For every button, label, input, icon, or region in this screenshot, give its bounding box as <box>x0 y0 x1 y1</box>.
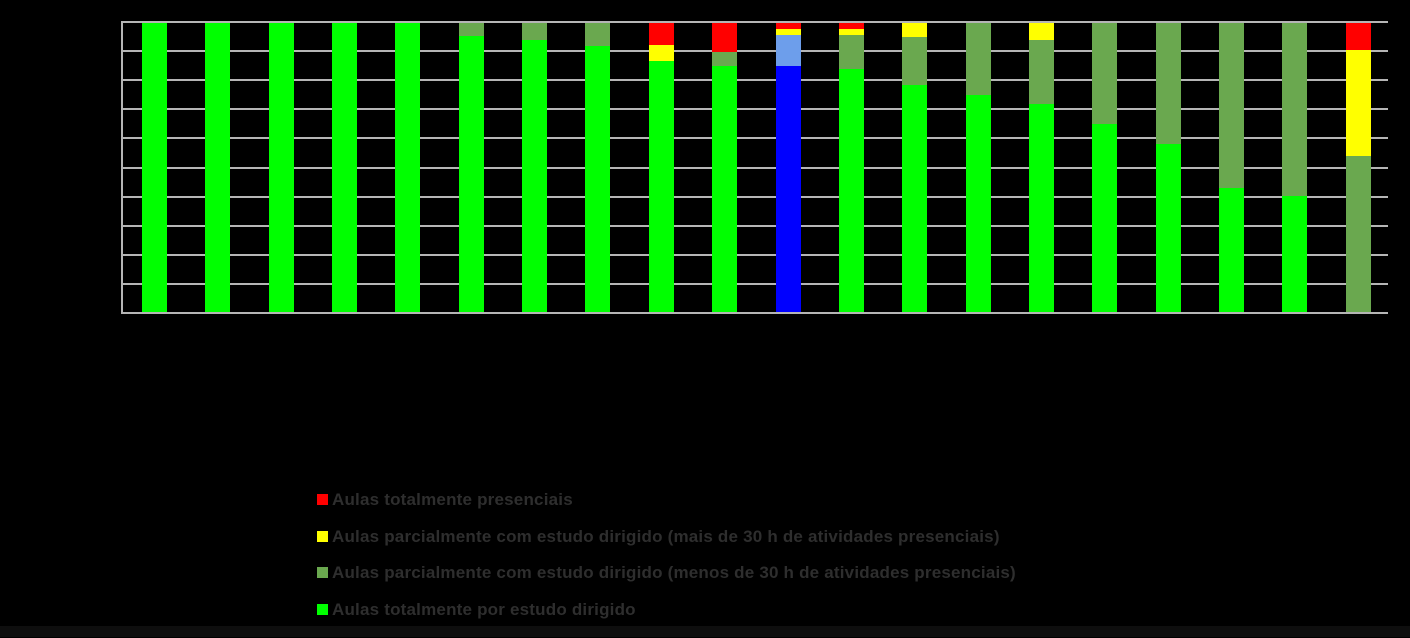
bar-segment-estudo <box>966 95 991 312</box>
legend-swatch-mais30 <box>317 531 328 542</box>
legend-item-menos30 <box>317 565 1016 580</box>
bar-segment-menos30 <box>1219 23 1244 188</box>
bar-segment-menos30 <box>522 23 547 40</box>
bar-segment-estudo <box>332 23 357 312</box>
legend-swatch-estudo <box>317 604 328 615</box>
bar-segment-estudo <box>1219 188 1244 312</box>
bar-16 <box>1092 23 1117 312</box>
bar-6 <box>459 23 484 312</box>
bar-segment-estudo <box>585 46 610 312</box>
bar-segment-mais30 <box>649 45 674 61</box>
bottom-edge-strip <box>0 626 1410 637</box>
bar-segment-menos30 <box>1282 23 1307 196</box>
bar-17 <box>1156 23 1181 312</box>
bar-segment-menos30 <box>1092 23 1117 124</box>
bar-segment-estudo <box>1282 196 1307 312</box>
bar-11-highlighted <box>776 23 801 312</box>
legend-item-estudo <box>317 599 1016 619</box>
bar-segment-menos30 <box>776 35 801 67</box>
gridline <box>123 79 1388 81</box>
bar-5 <box>395 23 420 312</box>
bar-segment-estudo <box>142 23 167 312</box>
bar-segment-presenciais <box>712 23 737 52</box>
gridline <box>123 196 1388 198</box>
bar-segment-estudo <box>1092 124 1117 312</box>
bar-segment-estudo <box>712 66 737 312</box>
axis-baseline <box>123 312 1388 314</box>
bar-segment-estudo <box>459 36 484 312</box>
bar-segment-mais30 <box>1346 50 1371 155</box>
bar-segment-mais30 <box>1029 23 1054 40</box>
bar-7 <box>522 23 547 312</box>
bar-segment-estudo <box>395 23 420 312</box>
bar-segment-menos30 <box>459 23 484 36</box>
bar-4 <box>332 23 357 312</box>
gridline-100pct <box>123 21 1388 23</box>
legend-label-menos30: Aulas parcialmente com estudo dirigido (menos de 30 h de atividades presenciais) <box>332 563 1016 582</box>
bar-20 <box>1346 23 1371 312</box>
bar-segment-menos30 <box>966 23 991 95</box>
bar-9 <box>649 23 674 312</box>
bar-18 <box>1219 23 1244 312</box>
legend-swatch-menos30 <box>317 567 328 578</box>
bar-segment-mais30 <box>902 23 927 37</box>
gridline <box>123 225 1388 227</box>
legend-label-mais30: Aulas parcialmente com estudo dirigido (mais de 30 h de atividades presenciais) <box>332 526 1000 546</box>
gridline <box>123 137 1388 139</box>
bar-segment-estudo <box>649 61 674 312</box>
bar-segment-estudo <box>839 69 864 312</box>
gridline <box>123 108 1388 110</box>
gridline <box>123 283 1388 285</box>
bar-12 <box>839 23 864 312</box>
bar-8 <box>585 23 610 312</box>
legend-swatch-presenciais <box>317 494 328 505</box>
bar-segment-presenciais <box>649 23 674 45</box>
bar-segment-menos30 <box>1156 23 1181 144</box>
bar-segment-presenciais <box>1346 23 1371 50</box>
gridline <box>123 50 1388 52</box>
bar-segment-estudo <box>269 23 294 312</box>
bar-segment-estudo <box>1156 144 1181 312</box>
bar-10 <box>712 23 737 312</box>
bar-segment-menos30 <box>1346 156 1371 312</box>
bar-1 <box>142 23 167 312</box>
bar-15 <box>1029 23 1054 312</box>
bar-segment-menos30 <box>712 52 737 66</box>
bar-segment-menos30 <box>1029 40 1054 104</box>
bar-segment-estudo <box>205 23 230 312</box>
legend-label-presenciais: Aulas totalmente presenciais <box>332 490 573 509</box>
bar-13 <box>902 23 927 312</box>
bar-19 <box>1282 23 1307 312</box>
gridline <box>123 254 1388 256</box>
bar-segment-estudo <box>776 66 801 312</box>
bar-segment-menos30 <box>902 37 927 85</box>
bar-segment-menos30 <box>585 23 610 46</box>
chart-plot <box>121 21 1388 314</box>
legend-item-mais30 <box>317 526 1016 546</box>
bar-segment-estudo <box>1029 104 1054 312</box>
legend-item-presenciais <box>317 492 1016 507</box>
bar-2 <box>205 23 230 312</box>
gridline <box>123 167 1388 169</box>
chart-legend <box>317 492 1016 638</box>
bar-14 <box>966 23 991 312</box>
legend-label-estudo: Aulas totalmente por estudo dirigido <box>332 599 636 619</box>
bar-segment-estudo <box>902 85 927 312</box>
bar-3 <box>269 23 294 312</box>
bar-segment-estudo <box>522 40 547 312</box>
bar-segment-menos30 <box>839 35 864 70</box>
